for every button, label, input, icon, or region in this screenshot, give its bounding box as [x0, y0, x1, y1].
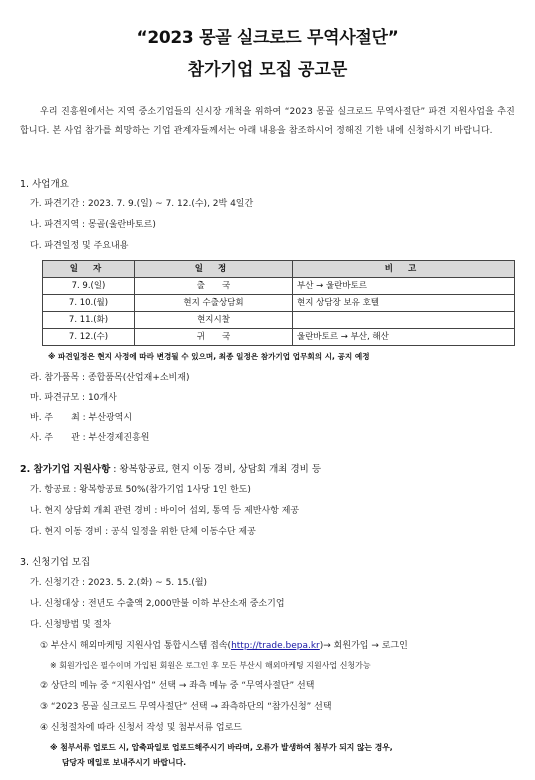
- table-row: [43, 312, 515, 329]
- cell-remarks: 현지 상담장 보유 호텔: [293, 295, 515, 312]
- step-4: ④ 신청절차에 따라 신청서 작성 및 첨부서류 업로드: [40, 723, 242, 733]
- section1-item-host: 바. 주 최 : 부산광역시: [30, 413, 133, 423]
- section3-item-eligibility: 나. 신청대상 : 전년도 수출액 2,000만불 이하 부산소재 중소기업: [30, 599, 285, 609]
- section1-item-organizer: 사. 주 관 : 부산경제진흥원: [30, 433, 150, 443]
- cell-remarks: 부산 → 울란바토르: [293, 278, 515, 295]
- final-note-line2: 담당자 메일로 보내주시기 바랍니다.: [62, 758, 187, 767]
- step-3: ③ “2023 몽골 실크로드 무역사절단” 선택 → 좌측하단의 “참가신청” 선택: [40, 702, 332, 712]
- section1-item-schedule: 다. 파견일정 및 주요내용: [30, 241, 129, 251]
- section1-item-period: 가. 파견기간 : 2023. 7. 9.(일) ~ 7. 12.(수), 2박 4일간: [30, 199, 254, 209]
- section2-heading: [20, 464, 321, 476]
- header-schedule: 일 정: [135, 261, 293, 278]
- table-row: [43, 295, 515, 312]
- cell-schedule: 현지 수출상담회: [135, 295, 293, 312]
- cell-schedule: 귀 국: [135, 329, 293, 346]
- cell-date: 7. 10.(월): [43, 295, 135, 312]
- cell-date: 7. 9.(일): [43, 278, 135, 295]
- section2-item-transport: 다. 현지 이동 경비 : 공식 일정을 위한 단체 이동수단 제공: [30, 527, 256, 537]
- step-1-note: ※ 회원가입은 필수이며 가입된 회원은 로그인 후 모든 부산시 해외마케팅 지원사업 신청가능: [50, 661, 371, 670]
- step-1-suffix: )→ 회원가입 → 로그인: [319, 641, 408, 651]
- schedule-note: ※ 파견일정은 현지 사정에 따라 변경될 수 있으며, 최종 일정은 참가기업 업무회의 시, 공지 예정: [48, 352, 370, 361]
- schedule-table: [42, 260, 515, 346]
- schedule-header-row: [43, 261, 515, 278]
- step-1-prefix: ① 부산시 해외마케팅 지원사업 통합시스템 접속(: [40, 641, 232, 651]
- cell-date: 7. 12.(수): [43, 329, 135, 346]
- table-row: [43, 329, 515, 346]
- section3-item-period: 가. 신청기간 : 2023. 5. 2.(화) ~ 5. 15.(월): [30, 578, 208, 588]
- section2-item-consultation: 나. 현지 상담회 개최 관련 경비 : 바이어 섭외, 통역 등 제반사항 제공: [30, 506, 300, 516]
- section1-heading: 1. 사업개요: [20, 179, 69, 190]
- section2-heading-title: 2. 참가기업 지원사항: [20, 464, 111, 475]
- trade-system-link[interactable]: http://trade.bepa.kr: [231, 641, 320, 651]
- table-row: [43, 278, 515, 295]
- header-remarks: 비 고: [293, 261, 515, 278]
- cell-remarks: [293, 312, 515, 329]
- header-date: 일 자: [43, 261, 135, 278]
- section3-item-method: 다. 신청방법 및 절차: [30, 620, 111, 630]
- cell-remarks: 울란바토르 → 부산, 해산: [293, 329, 515, 346]
- document-subtitle: 참가기업 모집 공고문: [187, 60, 348, 80]
- final-note-line1: ※ 첨부서류 업로드 시, 압축파일로 업로드해주시기 바라며, 오류가 발생하여 첨부가 되지 않는 경우,: [50, 743, 393, 752]
- cell-schedule: 출 국: [135, 278, 293, 295]
- section1-item-products: 라. 참가품목 : 종합품목(산업재+소비재): [30, 373, 190, 383]
- cell-date: 7. 11.(화): [43, 312, 135, 329]
- section2-item-airfare: 가. 항공료 : 왕복항공료 50%(참가기업 1사당 1인 한도): [30, 485, 251, 495]
- section1-item-region: 나. 파견지역 : 몽골(울란바토르): [30, 220, 156, 230]
- step-1: [40, 641, 408, 652]
- section2-heading-detail: : 왕복항공료, 현지 이동 경비, 상담회 개최 경비 등: [110, 464, 322, 475]
- intro-paragraph: 우리 진흥원에서는 지역 중소기업들의 신시장 개척을 위하여 “2023 몽골 실크로드 무역사절단” 파견 지원사업을 추진합니다. 본 사업 참가를 희망하는 기업 관계자들께서는 아래 내용을 참조하시어 정해진 기한 내에 신청하시기 바랍니다.: [20, 107, 515, 136]
- document-title: “2023 몽골 실크로드 무역사절단”: [136, 28, 399, 48]
- section3-heading: 3. 신청기업 모집: [20, 557, 91, 568]
- section1-item-scale: 마. 파견규모 : 10개사: [30, 393, 117, 403]
- step-2: ② 상단의 메뉴 중 “지원사업” 선택 → 좌측 메뉴 중 “무역사절단” 선택: [40, 681, 315, 691]
- cell-schedule: 현지시찰: [135, 312, 293, 329]
